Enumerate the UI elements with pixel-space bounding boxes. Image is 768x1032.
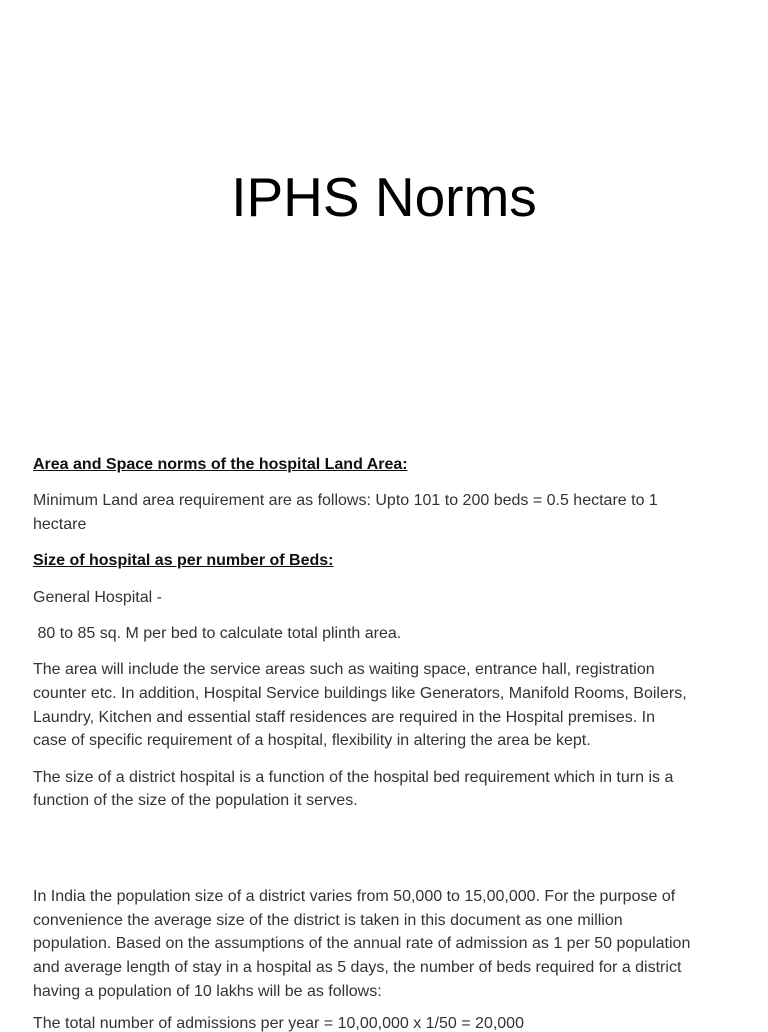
text-line: case of specific requirement of a hospital, flexibility in altering the area be kept. xyxy=(33,732,591,750)
text-line: 80 to 85 sq. M per bed to calculate total plinth area. xyxy=(33,624,402,642)
document-body xyxy=(33,453,763,1032)
district-size-paragraph xyxy=(33,766,763,813)
text-line: and average length of stay in a hospital as 5 days, the number of beds required for a district xyxy=(33,959,682,977)
population-paragraph xyxy=(33,885,763,1004)
text-line: population. Based on the assumptions of the annual rate of admission as 1 per 50 population xyxy=(33,935,691,953)
text-line: The area will include the service areas such as waiting space, entrance hall, registration xyxy=(33,661,655,679)
admissions-line-partial: The total number of admissions per year = 10,00,000 x 1/50 = 20,000 xyxy=(33,1015,524,1032)
text-line: hectare xyxy=(33,516,87,533)
general-hospital-label xyxy=(33,586,763,610)
text-line: Laundry, Kitchen and essential staff residences are required in the Hospital premises. In xyxy=(33,708,655,726)
land-area-requirement xyxy=(33,489,763,536)
heading-hospital-size: Size of hospital as per number of Beds: xyxy=(33,552,334,570)
text-line: function of the size of the population it serves. xyxy=(33,792,358,810)
heading-land-area: Area and Space norms of the hospital Land Area: xyxy=(33,456,408,473)
text-line: Minimum Land area requirement are as follows: Upto 101 to 200 beds = 0.5 hectare to 1 xyxy=(33,492,658,510)
service-areas-paragraph xyxy=(33,658,763,753)
text-line: The size of a district hospital is a function of the hospital bed requirement which in turn is a xyxy=(33,768,674,786)
text-line: counter etc. In addition, Hospital Service buildings like Generators, Manifold Rooms, Boilers, xyxy=(33,684,687,702)
text-line: having a population of 10 lakhs will be as follows: xyxy=(33,982,382,1000)
plinth-area-norm xyxy=(33,622,763,646)
text-line: In India the population size of a district varies from 50,000 to 15,00,000. For the purpose of xyxy=(33,888,676,905)
document-title: IPHS Norms xyxy=(231,166,537,228)
text-line: convenience the average size of the district is taken in this document as one million xyxy=(33,911,623,929)
text-line: General Hospital - xyxy=(33,588,162,606)
